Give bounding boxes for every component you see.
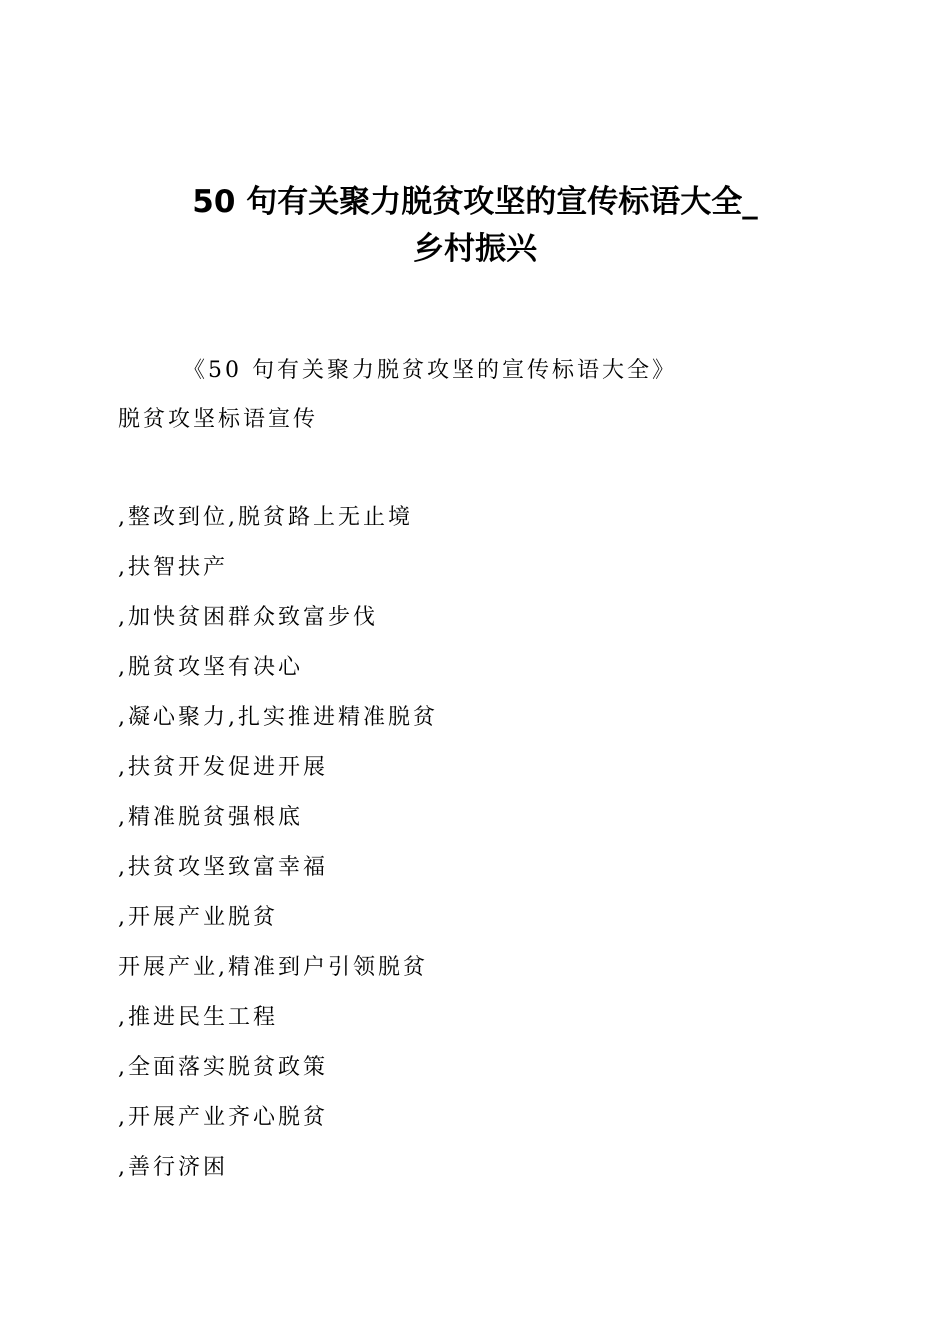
slogan-item: ,加快贫困群众致富步伐 [118, 605, 378, 630]
slogan-item: ,脱贫攻坚有决心 [118, 655, 303, 680]
document-subtitle: 《50 句有关聚力脱贫攻坚的宣传标语大全》 [183, 358, 677, 383]
slogan-item: 开展产业,精准到户引领脱贫 [118, 955, 428, 980]
slogan-item: ,开展产业脱贫 [118, 905, 278, 930]
document-title-line-1: 50 句有关聚力脱贫攻坚的宣传标语大全_ [192, 184, 758, 220]
slogan-item: ,整改到位,脱贫路上无止境 [118, 505, 413, 530]
slogan-item: ,推进民生工程 [118, 1005, 278, 1030]
slogan-item: ,扶智扶产 [118, 555, 228, 580]
section-label: 脱贫攻坚标语宣传 [118, 407, 319, 432]
slogan-item: ,扶贫攻坚致富幸福 [118, 855, 328, 880]
slogan-item: ,全面落实脱贫政策 [118, 1055, 328, 1080]
slogan-item: ,凝心聚力,扎实推进精准脱贫 [118, 705, 438, 730]
slogan-item: ,开展产业齐心脱贫 [118, 1105, 328, 1130]
document-title-line-2: 乡村振兴 [413, 231, 537, 267]
slogan-item: ,善行济困 [118, 1155, 228, 1180]
slogan-item: ,扶贫开发促进开展 [118, 755, 328, 780]
slogan-list [118, 503, 438, 1203]
slogan-item: ,精准脱贫强根底 [118, 805, 303, 830]
